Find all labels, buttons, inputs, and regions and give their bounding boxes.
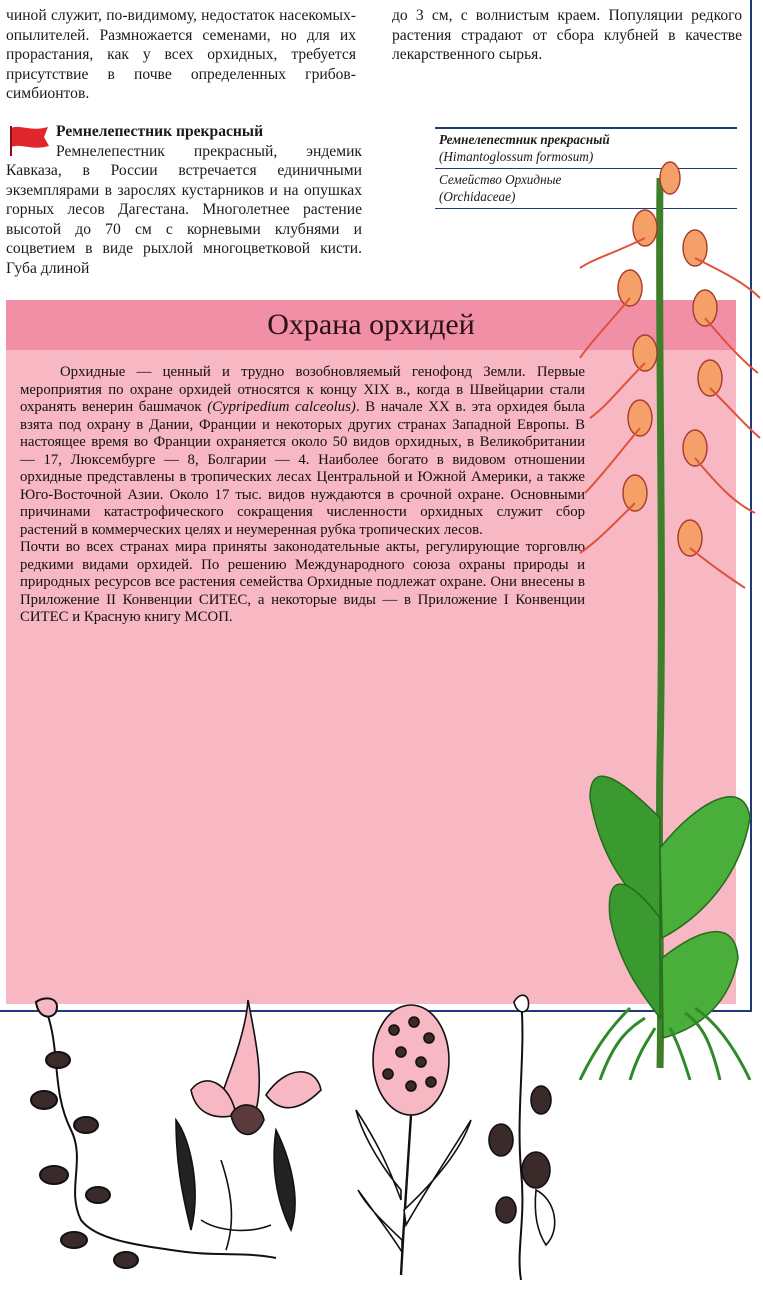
left-column-fragment: чиной служит, по-видимому, недостаток насекомых-опылителей. Размножается семенами, но для их прорастания, как у всех орхидных, требуется присутствие в почве определенных грибов-симбионтов. [6,7,356,102]
info-card-name: Ремнелепестник прекрасный [439,132,610,147]
box-paragraph-2: Почти во всех странах мира приняты законодательные акты, регулирующие торговлю редкими видами орхидей. По решению Международного союза охраны природы и природных ресурсов все растения семейства Орхидные подлежат охране. Они внесены в Приложение II Конвенции СИТЕС, а некоторые виды — в Приложение I Конвенции СИТЕС и Красную книгу МСОП. [20,539,585,625]
box-p1-latin: (Cypripedium calceolus) [207,399,356,415]
species-heading: Ремнелепестник прекрасный [56,123,264,140]
creeping-orchid-drawing [31,998,276,1268]
species-description: Ремнелепестник прекрасный, эндемик Кавказа, в России встречается единичными экземплярами в зарослях кустарников и на опушках горных лесов Дагестана. Многолетнее растение высотой до 70 см с корневыми клубнями и соцветием в виде рыхлой многоцветковой кисти. Губа длиной [6,142,362,277]
himantoglossum-illustration [560,158,763,1080]
info-card-family-latin: (Orchidaceae) [439,188,516,204]
species-section [6,122,362,278]
box-body [20,364,585,627]
right-column-fragment: до 3 см, с волнистым краем. Популяции редкого растения страдают от сбора клубней в качестве лекарственного сырья. [392,7,742,63]
slender-orchid-drawing [489,995,555,1280]
orchid-illustrations [16,990,576,1290]
info-card-family: Семейство Орхидные [439,172,562,187]
spike-orchid-drawing [356,1005,471,1275]
box-title: Охрана орхидей [267,308,475,341]
red-flag-icon [8,124,52,156]
box-p1-start: Орхидные — ценный и трудно возобновляемый генофонд Земли. Первые мероприятия по охране орхидей относятся к концу XIX в., когда в Швейцарии стали охранять венерин башмачок [20,364,585,415]
info-card-latin: (Himantoglossum formosum) [439,148,594,164]
box-p1-end: . В начале XX в. эта орхидея была взята под охрану в Дании, Франции и некоторых других странах Западной Европы. В настоящее время во Франции охраняется около 50 видов орхидных, в Великобритании — 17, Люксембурге — 8, Болгарии — 4. Наиболее богато в видовом отношении орхидные представлены в тропических лесах Центральной и Южной Америки, а также Юго-Восточной Азии. Около 17 тыс. видов нуждаются в срочной охране. Основными причинами катастрофического сокращения численности орхидных служит сбор растений в коммерческих целях и неумеренная рубка тропических лесов. [20,399,585,538]
tropical-orchid-drawing [176,1000,321,1250]
box-paragraph-1 [20,364,585,539]
